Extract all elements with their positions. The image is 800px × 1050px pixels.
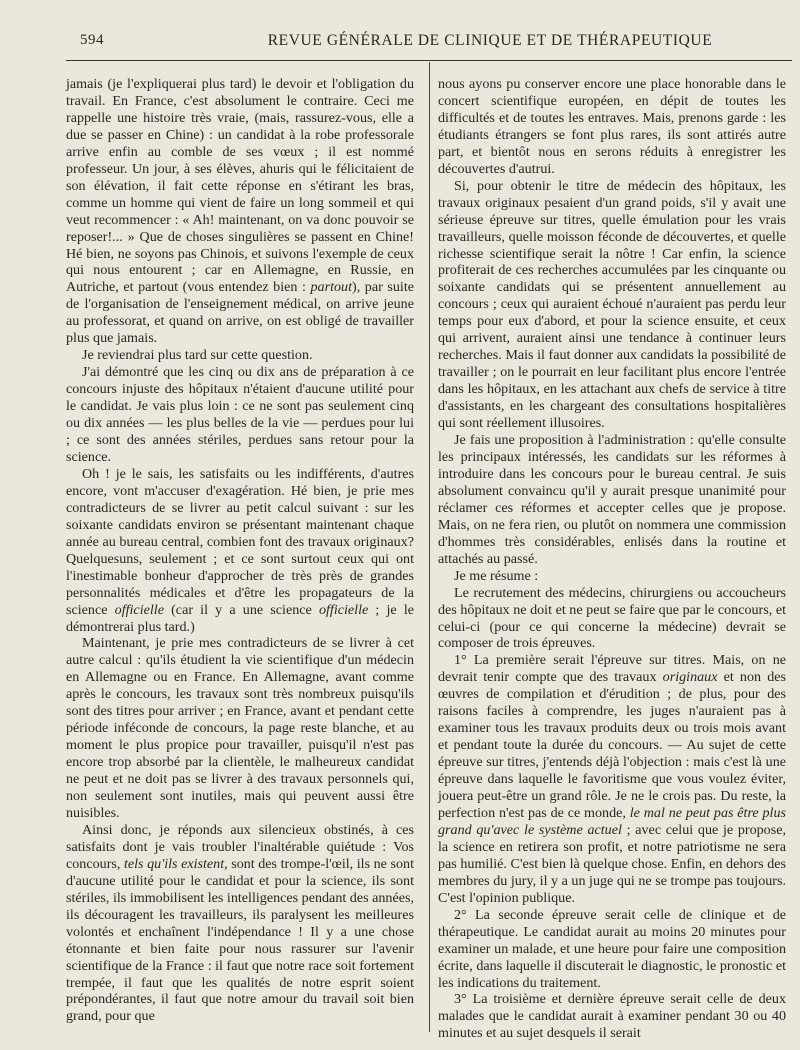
header-rule	[66, 60, 792, 61]
paragraph: 1° La première serait l'épreuve sur titres. Mais, on ne devrait tenir compte que des travaux originaux et non des œuvres de compilation et d'érudition ; de plus, pour des raisons faciles à comprendre, les juges n'auraient pas à examiner tous les travaux produits deux ou trois mois avant et pendant toute la durée du concours. — Au sujet de cette épreuve sur titres, j'entends déjà l'objection : mais c'est là une épreuve dans laquelle le favoritisme que vous voulez éviter, jouera peut-être un grand rôle. Je ne le crois pas. Du reste, la perfection n'est pas de ce monde, le mal ne peut pas être plus grand qu'avec le système actuel ; avec celui que je propose, la science en retirera son profit, et notre patriotisme ne sera pas humilié. C'est bien là quelque chose. Enfin, en dehors des membres du jury, il y a un juge qui ne se trompe pas toujours. C'est l'opinion publique.	[438, 652, 786, 906]
paragraph: 2° La seconde épreuve serait celle de clinique et de thérapeutique. Le candidat aurait au moins 20 minutes pour examiner un malade, et une heure pour faire une composition écrite, dans laquelle il discuterait le diagnostic, le pronostic et les indications du traitement.	[438, 906, 786, 991]
paragraph: Oh ! je le sais, les satisfaits ou les indifférents, d'autres encore, vont m'accuser d'exagération. Hé bien, je prie mes contradicteurs de se livrer au petit calcul suivant : sur les soixante candidats environ se présentant maintenant chaque année au bureau central, combien font des travaux originaux? Quelquesuns, seulement ; et ce sont surtout ceux qui ont l'inestimable bonheur d'approcher de très près de grandes personnalités médicales et d'être les propagateurs de la science officielle (car il y a une science officielle ; je le démontrerai plus tard.)	[66, 465, 414, 635]
column-divider	[429, 62, 430, 1032]
paragraph: Je me résume :	[454, 567, 539, 584]
paragraph: J'ai démontré que les cinq ou dix ans de préparation à ce concours injuste des hôpitaux n'étaient d'aucune utilité pour le candidat. Je vais plus loin : ce ne sont pas seulement cinq ou dix années — les plus belles de la vie — perdues pour lui ; ce sont des années stériles, perdues sans retour pour la science.	[66, 364, 414, 465]
paragraph: Si, pour obtenir le titre de médecin des hôpitaux, les travaux originaux pesaient d'un grand poids, s'il y avait une sérieuse épreuve sur titres, quelle émulation pour les vrais travailleurs, quelle moisson féconde de découvertes, et quelle richesse scientifique serait la nôtre ! Car enfin, la science profiterait de ces recherches accumulées par les cinquante ou soixante candidats qui se présentent annuellement au concours ; ceux qui auraient échoué n'auraient pas perdu leur temps pour eux d'abord, et pour la science ensuite, et ceux qui arrivent, auraient ainsi une tendance à continuer leurs recherches. Mais il faut donner aux candidats la possibilité de travailler ; on le pourrait en leur facilitant plus encore l'entrée dans les hôpitaux, en les attachant aux chefs de service à titre d'assistants, en les chargeant des consultations hospitalières qui sont réellement illusoires.	[438, 177, 786, 432]
running-title: REVUE GÉNÉRALE DE CLINIQUE ET DE THÉRAPEUTIQUE	[267, 32, 713, 49]
left-column	[66, 76, 414, 1025]
paragraph: Je reviendrai plus tard sur cette question.	[82, 347, 313, 364]
page-header	[80, 28, 780, 52]
page-number: 594	[80, 32, 104, 48]
paragraph: jamais (je l'expliquerai plus tard) le devoir et l'obligation du travail. En France, c'est absolument le contraire. Ceci me rappelle une histoire très vraie, (mais, rassurez-vous, elle a due se passer en Chine) : un candidat à la robe professorale arrive enfin au comble de ses vœux ; il est nommé professeur. Un jour, à ses élèves, ahuris qui le félicitaient de son élévation, il fait cette réponse en s'étirant les bras, comme un homme qui vient de faire un long sommeil et qui veut recommencer : « Ah! maintenant, on va donc pouvoir se reposer!... » Que de choses singulières se passent en Chine! Hé bien, ne soyons pas Chinois, et suivons l'exemple de ceux qui nous entourent ; car en Allemagne, en Russie, en Autriche, et partout (vous entendez bien : partout), par suite de l'organisation de l'enseignement médical, on arrive jeune au professorat, et quand on arrive, on est obligé de travailler plus que jamais.	[66, 76, 414, 347]
right-column	[438, 76, 786, 1042]
paragraph: Je fais une proposition à l'administration : qu'elle consulte les principaux intéressés, les candidats sur les réformes à introduire dans les concours pour le bureau central. Je suis absolument convaincu qu'il y aurait presque unanimité pour réclamer ces réformes et accepter celles que je propose. Mais, on ne fera rien, ou plutôt on nommera une commission d'hommes très considérables, enlisés dans la routine et attachés au passé.	[438, 432, 786, 567]
paragraph: Le recrutement des médecins, chirurgiens ou accoucheurs des hôpitaux ne doit et ne peut se faire que par le concours, et celui-ci (pour ce qui concerne la médecine) devrait se composer de trois épreuves.	[438, 584, 786, 652]
paragraph: Maintenant, je prie mes contradicteurs de se livrer à cet autre calcul : qu'ils étudient la vie scientifique d'un médecin en Allemagne ou en France. En Allemagne, avant comme après le concours, les travaux sont très nombreux puisqu'ils sont des titres pour arriver ; en France, avant et pendant cette période inféconde de concours, la page reste blanche, et au moment le plus propice pour travailler, puisqu'il n'est pas encore trop absorbé par la clientèle, le malheureux candidat ne peut et ne doit pas se livrer à des travaux personnels qui, non seulement sont inutiles, mais qui peuvent aussi être nuisibles.	[66, 635, 414, 821]
paragraph: 3° La troisième et dernière épreuve serait celle de deux malades que le candidat aurait à examiner pendant 30 ou 40 minutes et au sujet desquels il serait	[438, 991, 786, 1042]
paragraph: Ainsi donc, je réponds aux silencieux obstinés, à ces satisfaits dont je vais troubler l'inaltérable quiétude : Vos concours, tels qu'ils existent, sont des trompe-l'œil, ils ne sont d'aucune utilité pour le candidat et pour la science, ils sont stériles, ils immobilisent les intelligences pendant des années, ils découragent les travailleurs, ils paralysent les meilleures volontés et enchaînent l'indépendance ! Il y a une chose étonnante et bien faite pour nous rassurer sur l'avenir scientifique de la France : il faut que notre race soit fortement trempée, il faut que les qualités de notre esprit soient prépondérantes, il faut que notre amour du travail soit bien grand, pour que	[66, 821, 414, 1025]
paragraph: nous ayons pu conserver encore une place honorable dans le concert scientifique européen, en dépit de toutes les difficultés et de toutes les entraves. Mais, prenons garde : les étudiants étrangers se font plus rares, ils sont attirés autre part, et bientôt nous en serons réduits à enregistrer les découvertes d'autrui.	[438, 76, 786, 177]
